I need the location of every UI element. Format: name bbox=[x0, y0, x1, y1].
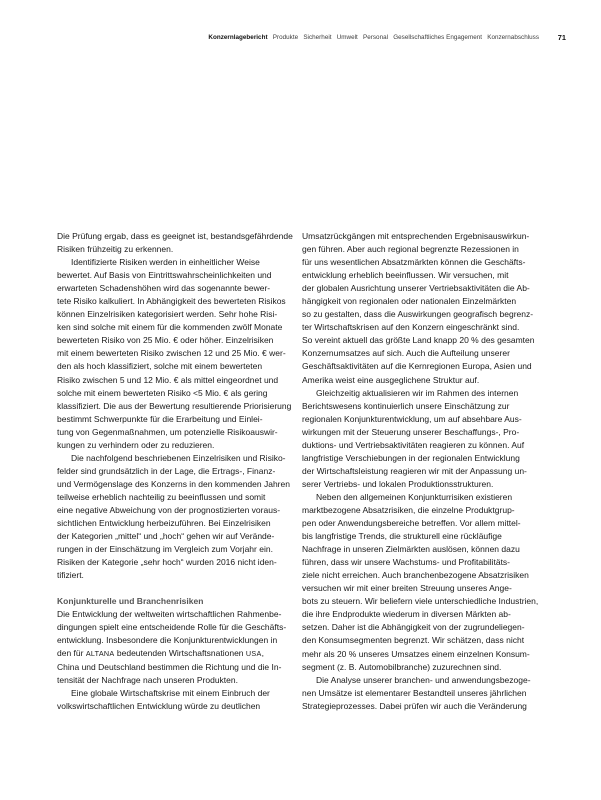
text-line: mit einem bewerteten Risiko zwischen 12 und 25 Mio. € wer- bbox=[57, 348, 286, 359]
text-line: den für ALTANA bedeutenden Wirtschaftsnationen USA, bbox=[57, 648, 264, 659]
nav-item-umwelt[interactable]: Umwelt bbox=[336, 34, 358, 41]
text-line: Risiken frühzeitig zu erkennen. bbox=[57, 244, 174, 255]
text-line: Amerika weist eine ausgeglichene Struktur auf. bbox=[302, 374, 480, 385]
country-abbreviation: USA bbox=[245, 649, 262, 659]
text-line: Die Analyse unserer branchen- und anwendungsbezoge- bbox=[316, 674, 531, 685]
nav-item-konzernabschluss[interactable]: Konzernabschluss bbox=[487, 34, 539, 41]
text-line: Gleichzeitig aktualisieren wir im Rahmen des internen bbox=[316, 387, 519, 398]
text-line: bewerteten Risiko von 25 Mio. € oder höher. Einzelrisiken bbox=[57, 335, 274, 346]
text-line: hängigkeit von regionalen oder nationalen Einzelmärkten bbox=[302, 296, 517, 307]
text-line: entwicklung erheblich beeinflussen. Wir versuchen, mit bbox=[302, 270, 509, 281]
text-line: Risiken der Kategorie „sehr hoch“ wurden 2016 nicht iden- bbox=[57, 557, 277, 568]
text-line: nen Umsätze ist elementarer Bestandteil unseres jährlichen bbox=[302, 687, 527, 698]
text-line: tifiziert. bbox=[57, 570, 84, 581]
company-name: ALTANA bbox=[85, 649, 115, 659]
text-line: marktbezogene Absatzrisiken, die einzelne Produktgrup- bbox=[302, 504, 515, 515]
nav-item-produkte[interactable]: Produkte bbox=[272, 34, 299, 41]
paragraph-revenue-decline bbox=[302, 230, 537, 387]
text-line: gen führen. Aber auch regional begrenzte Rezessionen in bbox=[302, 244, 519, 255]
text-line: ken sind solche mit einem für die kommenden zwölf Monate bbox=[57, 322, 283, 333]
paragraph-market-risks bbox=[302, 491, 537, 674]
paragraph-global-crisis bbox=[57, 687, 292, 713]
text-line: regionalen Konjunkturentwicklung, um auf absehbare Aus- bbox=[302, 413, 522, 424]
text-line: setzen. Daher ist die Abhängigkeit von der zugrundeliegen- bbox=[302, 622, 525, 633]
paragraph-economic-framework bbox=[57, 608, 292, 686]
paragraph-reporting bbox=[302, 387, 537, 491]
text-line: bots zu steuern. Wir beliefern viele unterschiedliche Industrien, bbox=[302, 596, 539, 607]
text-line: teilweise erheblich nachteilig zu beeinflussen und somit bbox=[57, 491, 266, 502]
text-line: segment (z. B. Automobilbranche) zuzurechnen sind. bbox=[302, 661, 502, 672]
text-line: Risiko zwischen 5 und 12 Mio. € als mittel eingeordnet und bbox=[57, 374, 279, 385]
text-line: kungen zu verhindern oder zu reduzieren. bbox=[57, 439, 215, 450]
text-line: versuchen wir mit einer breiten Streuung unseres Ange- bbox=[302, 583, 512, 594]
text-line: und Vermögenslage des Konzerns in den kommenden Jahren bbox=[57, 478, 290, 489]
text-line: eine negative Abweichung von der prognostizierten voraus- bbox=[57, 504, 281, 515]
text-line: Nachfrage in unseren Zielmärkten auslösen, können dazu bbox=[302, 544, 520, 555]
text-line: langfristige Verschiebungen in der regionalen Entwicklung bbox=[302, 452, 520, 463]
nav-item-personal[interactable]: Personal bbox=[363, 34, 389, 41]
paragraph-strategy-analysis bbox=[302, 674, 537, 713]
text-line: dingungen spielt eine entscheidende Rolle für die Geschäfts- bbox=[57, 622, 287, 633]
page-number: 71 bbox=[557, 33, 566, 42]
text-line: duktions- und Vertriebsaktivitäten reagieren zu können. Auf bbox=[302, 439, 525, 450]
page-header bbox=[0, 34, 601, 46]
text-line: So vereint aktuell das größte Land knapp 20 % des gesamten bbox=[302, 335, 535, 346]
text-line: ter Wirtschaftskrisen auf den Konzern eingeschränkt sind. bbox=[302, 322, 520, 333]
text-line: können Einzelrisiken kategorisiert werden. Sehr hohe Risi- bbox=[57, 309, 278, 320]
nav-item-gesellschaftliches-engagement[interactable]: Gesellschaftliches Engagement bbox=[393, 34, 483, 41]
text-line: rungen in der Einschätzung im Vergleich zum Vorjahr ein. bbox=[57, 544, 273, 555]
text-line: Die Prüfung ergab, dass es geeignet ist, bestandsgefährdende bbox=[57, 231, 293, 241]
text-line: tensität der Nachfrage nach unseren Produkten. bbox=[57, 674, 238, 685]
text-line: solche mit einem bewerteten Risiko <5 Mio. € als gering bbox=[57, 387, 268, 398]
text-line: der globalen Ausrichtung unserer Vertriebsaktivitäten die Ab- bbox=[302, 283, 530, 294]
text-line: bestimmt Schwerpunkte für die Erarbeitung und Einlei- bbox=[57, 413, 263, 424]
paragraph-risk-evaluation bbox=[57, 256, 292, 452]
text-line: Neben den allgemeinen Konjunkturrisiken existieren bbox=[316, 491, 513, 502]
text-line: Berichtswesens kontinuierlich unsere Einschätzung zur bbox=[302, 400, 510, 411]
text-line: Geschäftsaktivitäten auf die Kernregionen Europa, Asien und bbox=[302, 361, 532, 372]
text-line: entwicklung. Insbesondere die Konjunkturentwicklungen in bbox=[57, 635, 278, 646]
text-line: Die nachfolgend beschriebenen Einzelrisiken und Risiko- bbox=[71, 452, 286, 463]
text-line: den als hoch klassifiziert, solche mit einem bewerteten bbox=[57, 361, 263, 372]
text-line: die ihre Endprodukte wiederum in diversen Märkten ab- bbox=[302, 609, 511, 620]
text-line: Identifizierte Risiken werden in einheitlicher Weise bbox=[71, 257, 260, 268]
text-line: den Konsumsegmenten begrenzt. Wir schätzen, dass nicht bbox=[302, 635, 525, 646]
text-line: erwarteten Schadenshöhen wird das sogenannte bewer- bbox=[57, 283, 271, 294]
text-line: felder sind grundsätzlich in der Lage, die Ertrags-, Finanz- bbox=[57, 465, 276, 476]
text-line: volkswirtschaftlichen Entwicklung würde zu deutlichen bbox=[57, 700, 261, 711]
text-line: der Kategorien „mittel“ und „hoch“ gehen wir auf Verände- bbox=[57, 531, 275, 542]
text-line: serer Vertriebs- und lokalen Produktionsstrukturen. bbox=[302, 478, 494, 489]
text-line: Umsatzrückgängen mit entsprechenden Ergebnisauswirkun- bbox=[302, 231, 530, 241]
text-line: China und Deutschland bestimmen die Richtung und die In- bbox=[57, 661, 282, 672]
text-line: für uns wesentlichen Absatzmärkten können die Geschäfts- bbox=[302, 257, 526, 268]
text-line: klassifiziert. Die aus der Bewertung resultierende Priorisierung bbox=[57, 400, 292, 411]
text-line: führen, dass wir unsere Wachstums- und Profitabilitäts- bbox=[302, 557, 511, 568]
right-column bbox=[302, 230, 537, 713]
text-line: der Wirtschaftsleistung reagieren wir mit der Anpassung un- bbox=[302, 465, 527, 476]
text-line: tete Risiko kalkuliert. In Abhängigkeit des bewerteten Risikos bbox=[57, 296, 286, 307]
text-line: wirkungen mit der Steuerung unserer Beschaffungs-, Pro- bbox=[302, 426, 520, 437]
text-line: bis langfristige Trends, die strukturell eine rückläufige bbox=[302, 531, 502, 542]
text-line: tung von Gegenmaßnahmen, um potenzielle Risikoauswir- bbox=[57, 426, 278, 437]
text-line: ziele nicht erreichen. Auch branchenbezogene Absatzrisiken bbox=[302, 570, 529, 581]
text-line: Strategieprozesses. Dabei prüfen wir auch die Veränderung bbox=[302, 700, 527, 711]
text-line: sichtlichen Entwicklung herbeizuführen. Bei Einzelrisiken bbox=[57, 518, 271, 529]
text-line: Konzernumsatzes auf sich. Auch die Aufteilung unserer bbox=[302, 348, 510, 359]
text-line: so zu gestalten, dass die Auswirkungen geografisch begrenz- bbox=[302, 309, 534, 320]
left-column bbox=[57, 230, 292, 713]
text-line: bewertet. Auf Basis von Eintrittswahrscheinlichkeiten und bbox=[57, 270, 272, 281]
section-heading-economic-risks: Konjunkturelle und Branchenrisiken bbox=[57, 596, 204, 607]
text-line: pen oder Anwendungsbereiche betreffen. Vor allem mittel- bbox=[302, 518, 521, 529]
text-line: Eine globale Wirtschaftskrise mit einem Einbruch der bbox=[71, 687, 270, 698]
text-line: Die Entwicklung der weltweiten wirtschaftlichen Rahmenbe- bbox=[57, 609, 282, 620]
paragraph-individual-risks bbox=[57, 452, 292, 582]
nav-item-konzernlagebericht[interactable]: Konzernlagebericht bbox=[208, 34, 268, 41]
section-navigation bbox=[208, 34, 539, 41]
text-line: mehr als 20 % unseres Umsatzes einem einzelnen Konsum- bbox=[302, 648, 530, 659]
nav-item-sicherheit[interactable]: Sicherheit bbox=[303, 34, 332, 41]
paragraph-assessment-result bbox=[57, 230, 292, 256]
